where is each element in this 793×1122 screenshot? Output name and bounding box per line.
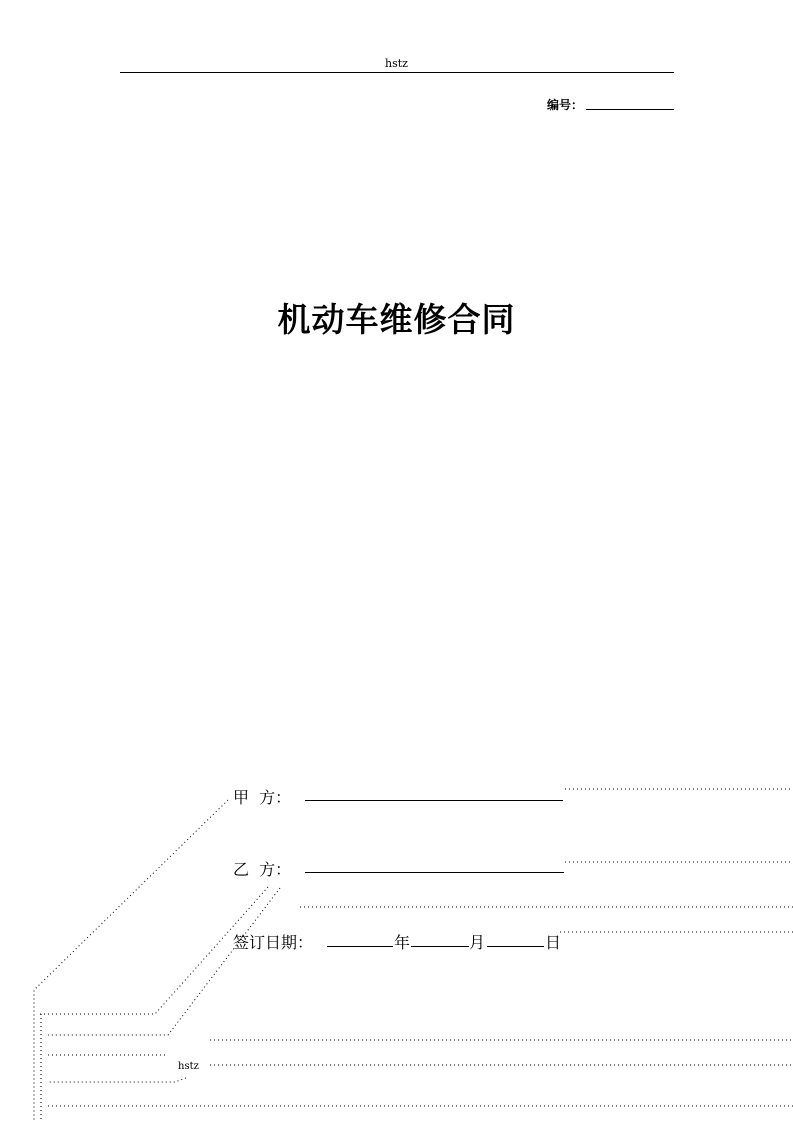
page-footer-text: hstz bbox=[178, 1061, 199, 1072]
year-unit: 年 bbox=[394, 933, 411, 952]
day-unit: 日 bbox=[545, 933, 562, 952]
document-title: 机动车维修合同 bbox=[277, 300, 516, 339]
page-header-text: hstz bbox=[385, 57, 408, 70]
signing-date-label: 签订日期： bbox=[233, 933, 314, 952]
month-unit: 月 bbox=[469, 933, 486, 952]
party-a-label: 甲 方： bbox=[233, 788, 292, 807]
contract-number-label: 编号： bbox=[547, 98, 584, 112]
party-b-label: 乙 方： bbox=[233, 860, 292, 879]
